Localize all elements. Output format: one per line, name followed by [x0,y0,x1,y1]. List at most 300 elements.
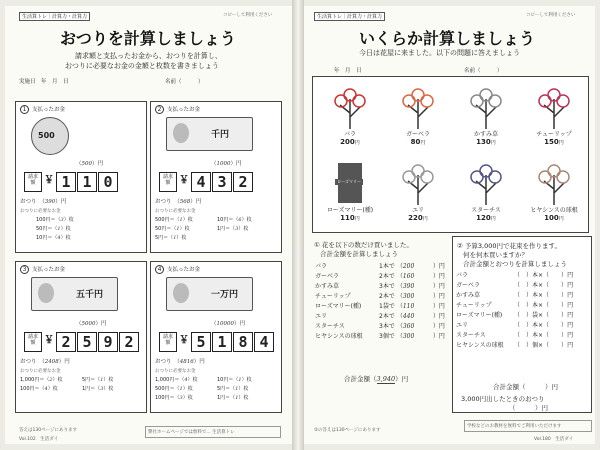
q1-instruction-1: ① 花を以下の数だけ買いました。 [314,241,413,249]
yen-sign: ￥ [44,335,54,346]
q2-flower-name: ユリ [456,321,469,329]
flower-price: 130 [476,138,491,146]
q2-total-unit: 円 [551,383,558,391]
q2-unit: 本 [532,301,539,309]
q1-flower-name: ヒヤシンスの球根 [315,332,363,340]
q2-unit: 個 [532,341,539,349]
flower-price-unit: 円 [354,140,360,146]
money-picture [31,277,118,311]
change-label: おつり [20,199,37,205]
q1-answer-unit: 円 [438,282,445,290]
coin-count-row [20,385,58,392]
coin-tail: ）枚 [60,226,71,232]
coin-unit: 10円＝（ [217,377,239,383]
flower-icon [398,83,438,129]
yen-sign: ￥ [179,175,189,186]
q1-answer-cell: （300 ）円 [396,332,445,340]
q1-table [314,260,446,340]
coin-count-row [155,376,198,383]
q2-row [455,319,574,329]
q1-answer[interactable]: 300 [402,292,415,300]
coin-count-row [217,394,248,401]
coin-unit: 100円＝（ [20,386,45,392]
change-value[interactable]: 568 [179,199,191,205]
flower-name: ガーベラ [405,131,430,138]
q1-answer-unit: 円 [438,312,445,320]
coin-count[interactable]: 1 [235,395,239,401]
coin-count[interactable]: 1 [176,226,180,232]
q2-yen-unit: 円 [567,321,574,329]
request-digit: 2 [119,332,139,352]
q1-flower-name: ユリ [315,312,328,320]
q2-unit: 袋 [532,311,539,319]
q2-count-cell[interactable]: （ ）本×（ ）円 [514,331,574,339]
coin-count-row [82,376,113,383]
q1-total-row: 合計金額（3,940）円 [344,375,409,383]
q1-answer-cell: （360 ）円 [396,322,445,330]
yen-unit: 円 [101,321,107,327]
coin-count-row [155,385,193,392]
q2-total-row: 合計金額（ ）円 [493,383,558,391]
problem-number: 1 [20,105,29,114]
paid-amount-value[interactable]: 1000 [216,161,231,167]
problem-header [20,265,65,274]
q1-row [314,320,446,330]
q1-quantity: 2本で [379,272,395,280]
coin-count[interactable]: 1 [100,377,104,383]
coin-unit: 10円＝（ [36,235,58,241]
flower-item [457,83,515,146]
q2-row [455,339,574,349]
paid-amount-value[interactable]: 500 [81,161,93,167]
flower-price-unit: 円 [490,216,496,222]
q1-flower-name: バラ [315,262,328,270]
right-category-tag: 生活算トレ｜計算力・計算力 [314,12,385,21]
q1-answer-unit: 円 [438,322,445,330]
coin-count[interactable]: 1 [238,377,242,383]
book-spine [292,0,304,450]
request-digit: 1 [77,172,97,192]
right-subtitle: 今日は花屋に来ました。以下の問題に答えましょう [359,49,520,57]
yen-sign: ￥ [179,335,189,346]
coin-count[interactable]: 1 [173,235,177,241]
q1-flower-name: チューリップ [315,292,351,300]
q2-unit: 本 [532,271,539,279]
flower-item [525,159,583,222]
coin-count-row [36,234,71,241]
q1-answer[interactable]: 360 [402,322,415,330]
q2-count-cell[interactable]: （ ）本×（ ）円 [514,301,574,309]
q2-flower-name: バラ [456,271,469,279]
yen-sign: ￥ [44,175,54,186]
change-row: おつり （2408）円 [20,359,70,365]
change-label: おつり [155,359,172,365]
flower-name: ローズマリー(種) [326,207,374,214]
flower-item [321,83,379,146]
q1-row [314,300,446,310]
coin-tail: ）枚 [241,377,252,383]
flower-name: ユリ [411,207,424,214]
coin-count[interactable]: 1 [235,386,239,392]
flower-price-row [321,214,379,222]
change-row: おつり （4816）円 [155,359,205,365]
q1-quantity: 3個で [379,332,395,340]
q1-row [314,310,446,320]
q2-yen-unit: 円 [567,331,574,339]
q2-count-cell[interactable]: （ ）本×（ ）円 [514,291,574,299]
request-digit: 2 [233,172,253,192]
portrait-icon [173,123,189,143]
coin-unit: 1円＝（ [217,395,236,401]
q2-unit: 本 [532,331,539,339]
change-value[interactable]: 390 [44,199,56,205]
q1-flower-name: スターチス [315,322,345,330]
coin-count-row [155,234,186,241]
yen-unit: 円 [239,321,246,327]
coin-count[interactable]: 1 [57,226,61,232]
right-page [304,6,595,444]
request-amount [24,172,119,192]
problem-box-3 [15,261,147,413]
yen-unit: 円 [64,359,70,365]
change-row: おつり （390）円 [20,199,67,205]
q1-instruction-2: 合計金額を計算しましょう [320,250,398,258]
change-value[interactable]: 2408 [44,359,59,365]
yen-unit: 円 [199,359,205,365]
q2-row [455,329,574,339]
coin-count-row [217,385,248,392]
left-date: 実施日 年 月 日 [19,79,69,85]
coin-count-row [155,216,193,223]
paid-label: 支払ったお金 [167,267,201,273]
q1-row [314,290,446,300]
paid-label: 支払ったお金 [32,267,66,273]
q2-change-label: 3,000円出したときのおつり [461,395,545,403]
seed-packet-label: ローズマリー [335,179,363,185]
yen-unit: 円 [195,199,202,205]
q2-row [455,279,574,289]
left-name-field: 名前（ ） [165,79,204,85]
change-value[interactable]: 4816 [179,359,194,365]
right-date: 年 月 日 [334,68,362,74]
coin-unit: 5円＝（ [82,377,101,383]
flower-price-unit: 円 [490,140,496,146]
right-copy-note: コピーして利用ください [526,13,576,18]
q1-answer[interactable]: 390 [402,282,415,290]
request-amount [24,332,140,352]
q2-change-unit: 円 [541,404,548,412]
coin-unit: 1円＝（ [82,386,101,392]
q1-total-label: 合計金額 [344,375,370,383]
flower-price-row [525,214,583,222]
request-digit: 4 [254,332,274,352]
coin-tail: ）枚 [63,217,74,223]
coin-tail: ）枚 [238,226,249,232]
paid-amount-value[interactable]: 5000 [81,321,96,327]
needed-money-label: おつりに必要なお金 [20,209,61,214]
q1-answer-unit: 円 [438,302,445,310]
q1-answer-unit: 円 [438,332,445,340]
request-digit: 2 [56,332,76,352]
q1-total-value[interactable]: 3,940 [376,375,396,383]
q1-row [314,260,446,270]
coin-count[interactable]: 6 [238,217,242,223]
q2-row [455,289,574,299]
coin-tail: ）枚 [187,377,198,383]
request-label: 請求額 [24,172,42,192]
problem-number: 3 [20,265,29,274]
flower-icon [330,83,370,129]
portrait-icon [173,283,189,303]
flower-price-unit: 円 [558,216,564,222]
q2-instruction-1: ② 予算3,000円で花束を作ります。 [457,242,561,250]
flower-price: 110 [340,214,355,222]
coin-unit: 5円＝（ [155,235,174,241]
coin-tail: ）枚 [103,386,114,392]
q1-answer-cell: （200 ）円 [396,262,445,270]
yen-unit: 円 [236,161,242,167]
request-digit: 3 [212,172,232,192]
flower-price: 150 [544,138,559,146]
coin-count[interactable]: 1 [179,386,183,392]
left-footer-answer: 答えは130ページにあります [19,428,77,433]
coin-count[interactable]: 4 [184,377,188,383]
coin-count-row [217,376,252,383]
flower-item [389,83,447,146]
paid-amount-row: （10000）円 [211,321,246,327]
coin-count-row [20,376,63,383]
coin-count[interactable]: 2 [49,377,53,383]
coin-tail: ）枚 [182,386,193,392]
q1-row [314,330,446,340]
q1-row [314,270,446,280]
yen-unit: 円 [97,161,104,167]
q1-answer-unit: 円 [438,292,445,300]
flower-price-panel [312,76,589,233]
left-footer-ad: 弊社ホームページでは無料で... 生活算トレ [145,426,281,438]
coin-count[interactable]: 3 [100,386,104,392]
q1-quantity: 2本で [379,312,395,320]
q2-yen-unit: 円 [567,281,574,289]
q2-flower-name: チューリップ [456,301,492,309]
q1-quantity: 1袋で [379,302,395,310]
q2-table [455,269,574,349]
q2-count-cell[interactable]: （ ）本×（ ）円 [514,321,574,329]
flower-name: スターチス [471,207,501,214]
coin-unit: 100円＝（ [155,395,180,401]
q2-flower-name: ガーベラ [456,281,481,289]
q2-instruction-3: 合計金額とおつりを計算しましょう [463,260,567,268]
right-footer-note: 学校などのお教材を無料でご利用いただけます [464,420,592,432]
q1-answer[interactable]: 160 [402,272,415,280]
coin-count[interactable]: 3 [179,395,183,401]
money-label: 500 [38,131,55,140]
needed-money-label: おつりに必要なお金 [20,369,61,374]
coin-count[interactable]: 1 [179,217,183,223]
q1-answer-cell: （300 ）円 [396,292,445,300]
request-digit: 5 [77,332,97,352]
q2-flower-name: ヒヤシンスの球根 [456,341,504,349]
left-page-title: おつりを計算しましょう [60,29,236,48]
problem-header [155,265,200,274]
q1-answer-unit: 円 [438,272,445,280]
q2-total-label: 合計金額 [493,383,519,391]
q2-yen-unit: 円 [567,291,574,299]
flower-name: バラ [343,131,356,138]
change-label: おつり [155,199,172,205]
coin-tail: ）枚 [47,386,58,392]
flower-item [389,159,447,222]
flower-price-unit: 円 [420,140,426,146]
q2-panel [452,236,592,413]
coin-unit: 50円＝（ [36,226,58,232]
paid-amount-row: （500）円 [76,161,104,167]
request-amount [159,172,254,192]
flower-price-unit: 円 [422,216,428,222]
coin-tail: ）枚 [103,377,114,383]
problem-number: 2 [155,105,164,114]
money-label: 一万円 [211,290,239,300]
portrait-icon [38,283,54,303]
coin-count[interactable]: 4 [44,386,48,392]
left-category-tag: 生活算トレ｜計算力・計算力 [19,12,90,21]
flower-price-row [389,214,447,222]
coin-tail: ）枚 [182,217,193,223]
q1-answer[interactable]: 200 [402,262,415,270]
q1-answer[interactable]: 300 [402,332,415,340]
request-digit: 4 [191,172,211,192]
coin-unit: 50円＝（ [155,226,177,232]
coin-unit: 1,000円＝（ [155,377,185,383]
flower-name: ヒヤシンスの球根 [530,207,578,214]
right-page-title: いくらか計算しましょう [359,29,536,48]
right-name-field: 名前（ ） [464,68,503,74]
q2-change-answer[interactable]: （ ）円 [509,404,548,412]
q1-flower-name: ガーベラ [315,272,340,280]
yen-unit: 円 [60,199,67,205]
problem-box-1 [15,101,147,253]
problem-number: 4 [155,265,164,274]
flower-price: 220 [408,214,423,222]
q2-row [455,299,574,309]
money-picture [166,277,253,311]
coin-unit: 1,000円＝（ [20,377,50,383]
q1-quantity: 3本で [379,282,395,290]
coin-tail: ）枚 [52,377,63,383]
flower-price-unit: 円 [558,140,564,146]
flower-name: かすみ草 [473,131,498,138]
q1-answer[interactable]: 110 [402,302,415,310]
q1-answer-cell: （440 ）円 [396,312,445,320]
left-subtitle-1: 請求額と支払ったお金から、おつりを計算し、 [75,52,222,60]
left-footer-page: Vol.102 生活ダイ [19,437,59,442]
q2-unit: 本 [532,281,539,289]
coin-count-row [155,225,190,232]
q1-quantity: 2本で [379,292,395,300]
coin-tail: ）枚 [238,386,249,392]
q2-count-cell[interactable]: （ ）本×（ ）円 [514,271,574,279]
q2-flower-name: スターチス [456,331,486,339]
q1-flower-name: かすみ草 [315,282,340,290]
request-digit: 9 [98,332,118,352]
request-digit: 1 [212,332,232,352]
coin-tail: ）枚 [238,395,249,401]
problem-header [155,105,200,114]
flower-icon [466,159,506,205]
right-footer-answer: ②の答えは130ページにあります [314,428,381,433]
request-digit: 1 [56,172,76,192]
q2-row [455,309,574,319]
coin-unit: 500円＝（ [155,386,180,392]
coin-count-row [36,225,71,232]
problem-box-2 [150,101,282,253]
q2-unit: 本 [532,291,539,299]
request-label: 請求額 [159,172,177,192]
q2-count-cell[interactable]: （ ）袋×（ ）円 [514,311,574,319]
coin-count-row [36,216,74,223]
q1-total-unit: 円 [401,375,409,383]
coin-unit: 5円＝（ [217,386,236,392]
change-label: おつり [20,359,37,365]
paid-label: 支払ったお金 [167,107,201,113]
q2-yen-unit: 円 [567,341,574,349]
flower-price-unit: 円 [354,216,360,222]
paid-amount-value[interactable]: 10000 [216,321,235,327]
left-subtitle-2: おつりに必要なお金の金額と枚数を書きましょう [65,62,219,70]
request-label: 請求額 [159,332,177,352]
coin-count-row [82,385,113,392]
flower-price-row [389,138,447,146]
q2-yen-unit: 円 [567,311,574,319]
money-picture [31,117,69,155]
problem-header [20,105,65,114]
q1-quantity: 3本で [379,322,395,330]
q1-flower-name: ローズマリー(種) [315,302,362,310]
flower-price-row [457,214,515,222]
paid-amount-row: （5000）円 [76,321,107,327]
coin-count[interactable]: 3 [60,217,64,223]
change-row: おつり （568）円 [155,199,202,205]
q2-count-cell[interactable]: （ ）本×（ ）円 [514,281,574,289]
q1-answer-cell: （390 ）円 [396,282,445,290]
flower-price-row [525,138,583,146]
coin-unit: 10円＝（ [217,217,239,223]
coin-unit: 1円＝（ [217,226,236,232]
flower-icon [534,83,574,129]
flower-icon [534,159,574,205]
flower-name: チューリップ [536,131,572,138]
coin-count-row [155,394,193,401]
coin-tail: ）枚 [241,217,252,223]
request-amount [159,332,275,352]
q2-count-cell[interactable]: （ ）個×（ ）円 [514,341,574,349]
q1-row [314,280,446,290]
flower-item [321,159,379,222]
q1-answer[interactable]: 440 [402,312,415,320]
coin-count[interactable]: 4 [57,235,61,241]
money-picture [166,117,253,151]
needed-money-label: おつりに必要なお金 [155,209,196,214]
flower-price: 120 [476,214,491,222]
coin-count[interactable]: 3 [235,226,239,232]
q2-instruction-2: 何を何本買いますか？ [463,251,528,259]
money-label: 五千円 [76,290,104,300]
q1-answer-unit: 円 [438,262,445,270]
flower-price: 80 [410,138,421,146]
q2-row [455,269,574,279]
q2-flower-name: ローズマリー(種) [456,311,503,319]
flower-price: 200 [340,138,355,146]
